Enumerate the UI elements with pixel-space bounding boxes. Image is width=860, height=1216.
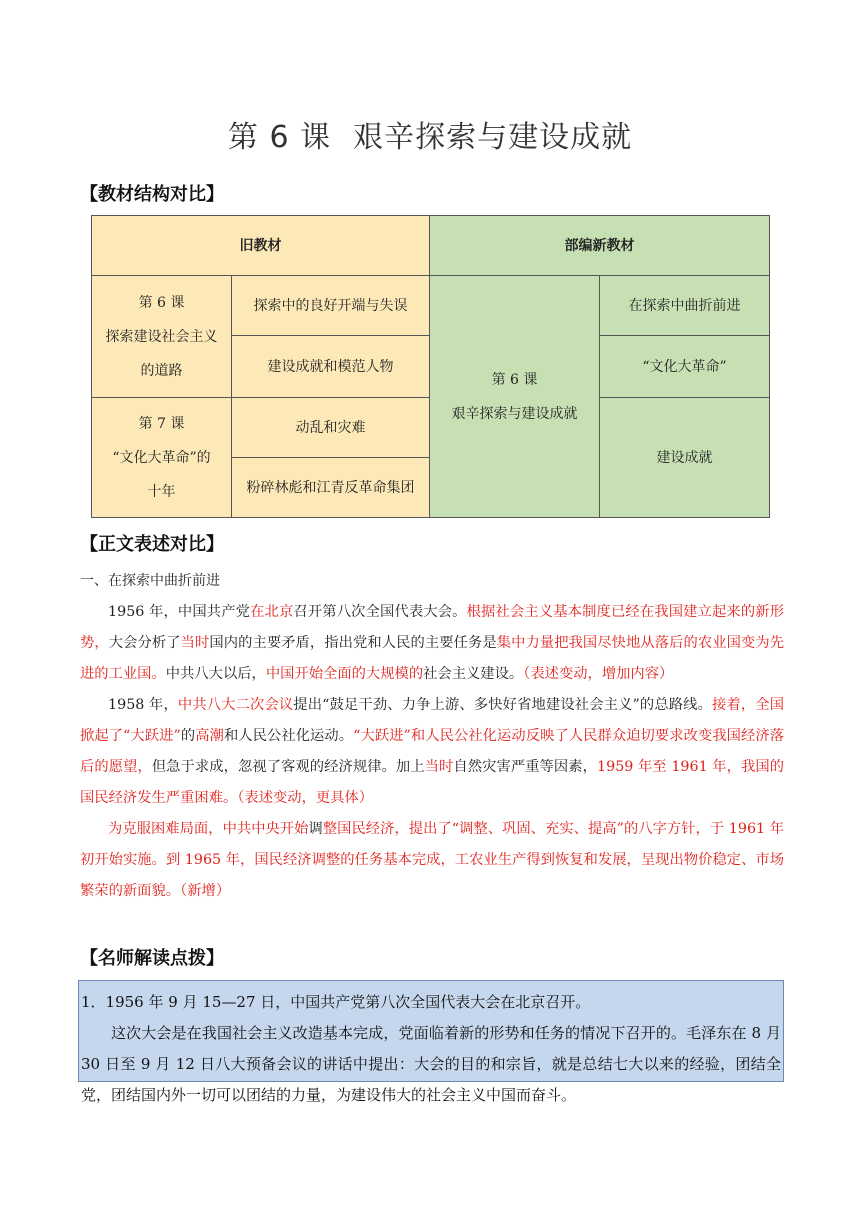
paragraph-3: 为克服困难局面，中共中央开始调整国民经济，提出了“调整、巩固、充实、提高”的八字方针，于 1961 年初开始实施。到 1965 年，国民经济调整的任务基本完成，工农业生产得到恢复和发展，呈现出物价稳定、市场繁荣的新面貌。（新增） xyxy=(80,821,785,899)
old-topic-cell: 动乱和灾难 xyxy=(232,398,430,458)
note-paragraph: 这次大会是在我国社会主义改造基本完成，党面临着新的形势和任务的情况下召开的。毛泽东在 8 月 30 日至 9 月 12 日八大预备会议的讲话中提出：大会的目的和宗旨，就是总结七大以来的经验，团结全党，团结国内外一切可以团结的力量，为建设伟大的社会主义中国而奋斗。 xyxy=(81,1024,781,1104)
new-topic-cell: “文化大革命” xyxy=(600,336,770,398)
textbook-comparison-table xyxy=(91,215,770,518)
note-line-1: 1．1956 年 9 月 15—27 日，中国共产党第八次全国代表大会在北京召开。 xyxy=(81,993,591,1011)
title-lesson-name: 艰辛探索与建设成就 xyxy=(353,120,633,155)
new-textbook-header: 部编新教材 xyxy=(430,216,770,276)
section-label: 一、在探索中曲折前进 xyxy=(80,573,220,589)
old-topic-cell: 建设成就和模范人物 xyxy=(232,336,430,398)
body-text xyxy=(80,597,784,907)
new-topic-cell: 在探索中曲折前进 xyxy=(600,276,770,336)
new-topic-cell: 建设成就 xyxy=(600,398,770,518)
old-topic-cell: 探索中的良好开端与失误 xyxy=(232,276,430,336)
old-textbook-header: 旧教材 xyxy=(92,216,430,276)
page-title xyxy=(0,112,860,156)
heading-teacher-notes: 【名师解读点拨】 xyxy=(80,948,224,969)
old-lesson-7-cell: 第 7 课 “文化大革命”的 十年 xyxy=(92,398,232,518)
paragraph-2: 1958 年，中共八大二次会议提出“鼓足干劲、力争上游、多快好省地建设社会主义”的总路线。接着，全国掀起了“大跃进”的高潮和人民公社化运动。“大跃进”和人民公社化运动反映了人民群众迫切要求改变我国经济落后的愿望，但急于求成，忽视了客观的经济规律。加上当时自然灾害严重等因素，1959 年至 1961 年，我国的国民经济发生严重困难。（表述变动，更具体） xyxy=(80,697,785,806)
old-lesson-6-cell: 第 6 课 探索建设社会主义 的道路 xyxy=(92,276,232,398)
teacher-note-box xyxy=(78,980,784,1104)
new-lesson-6-cell: 第 6 课 艰辛探索与建设成就 xyxy=(430,276,600,518)
paragraph-1: 1956 年，中国共产党在北京召开第八次全国代表大会。根据社会主义基本制度已经在我国建立起来的新形势，大会分析了当时国内的主要矛盾，指出党和人民的主要任务是集中力量把我国尽快地从落后的农业国变为先进的工业国。中共八大以后，中国开始全面的大规模的社会主义建设。（表述变动，增加内容） xyxy=(80,604,785,682)
heading-structure-comparison: 【教材结构对比】 xyxy=(80,184,224,205)
title-lesson-number: 第 6 课 xyxy=(227,120,332,155)
heading-text-comparison: 【正文表述对比】 xyxy=(80,534,224,555)
old-topic-cell: 粉碎林彪和江青反革命集团 xyxy=(232,458,430,518)
